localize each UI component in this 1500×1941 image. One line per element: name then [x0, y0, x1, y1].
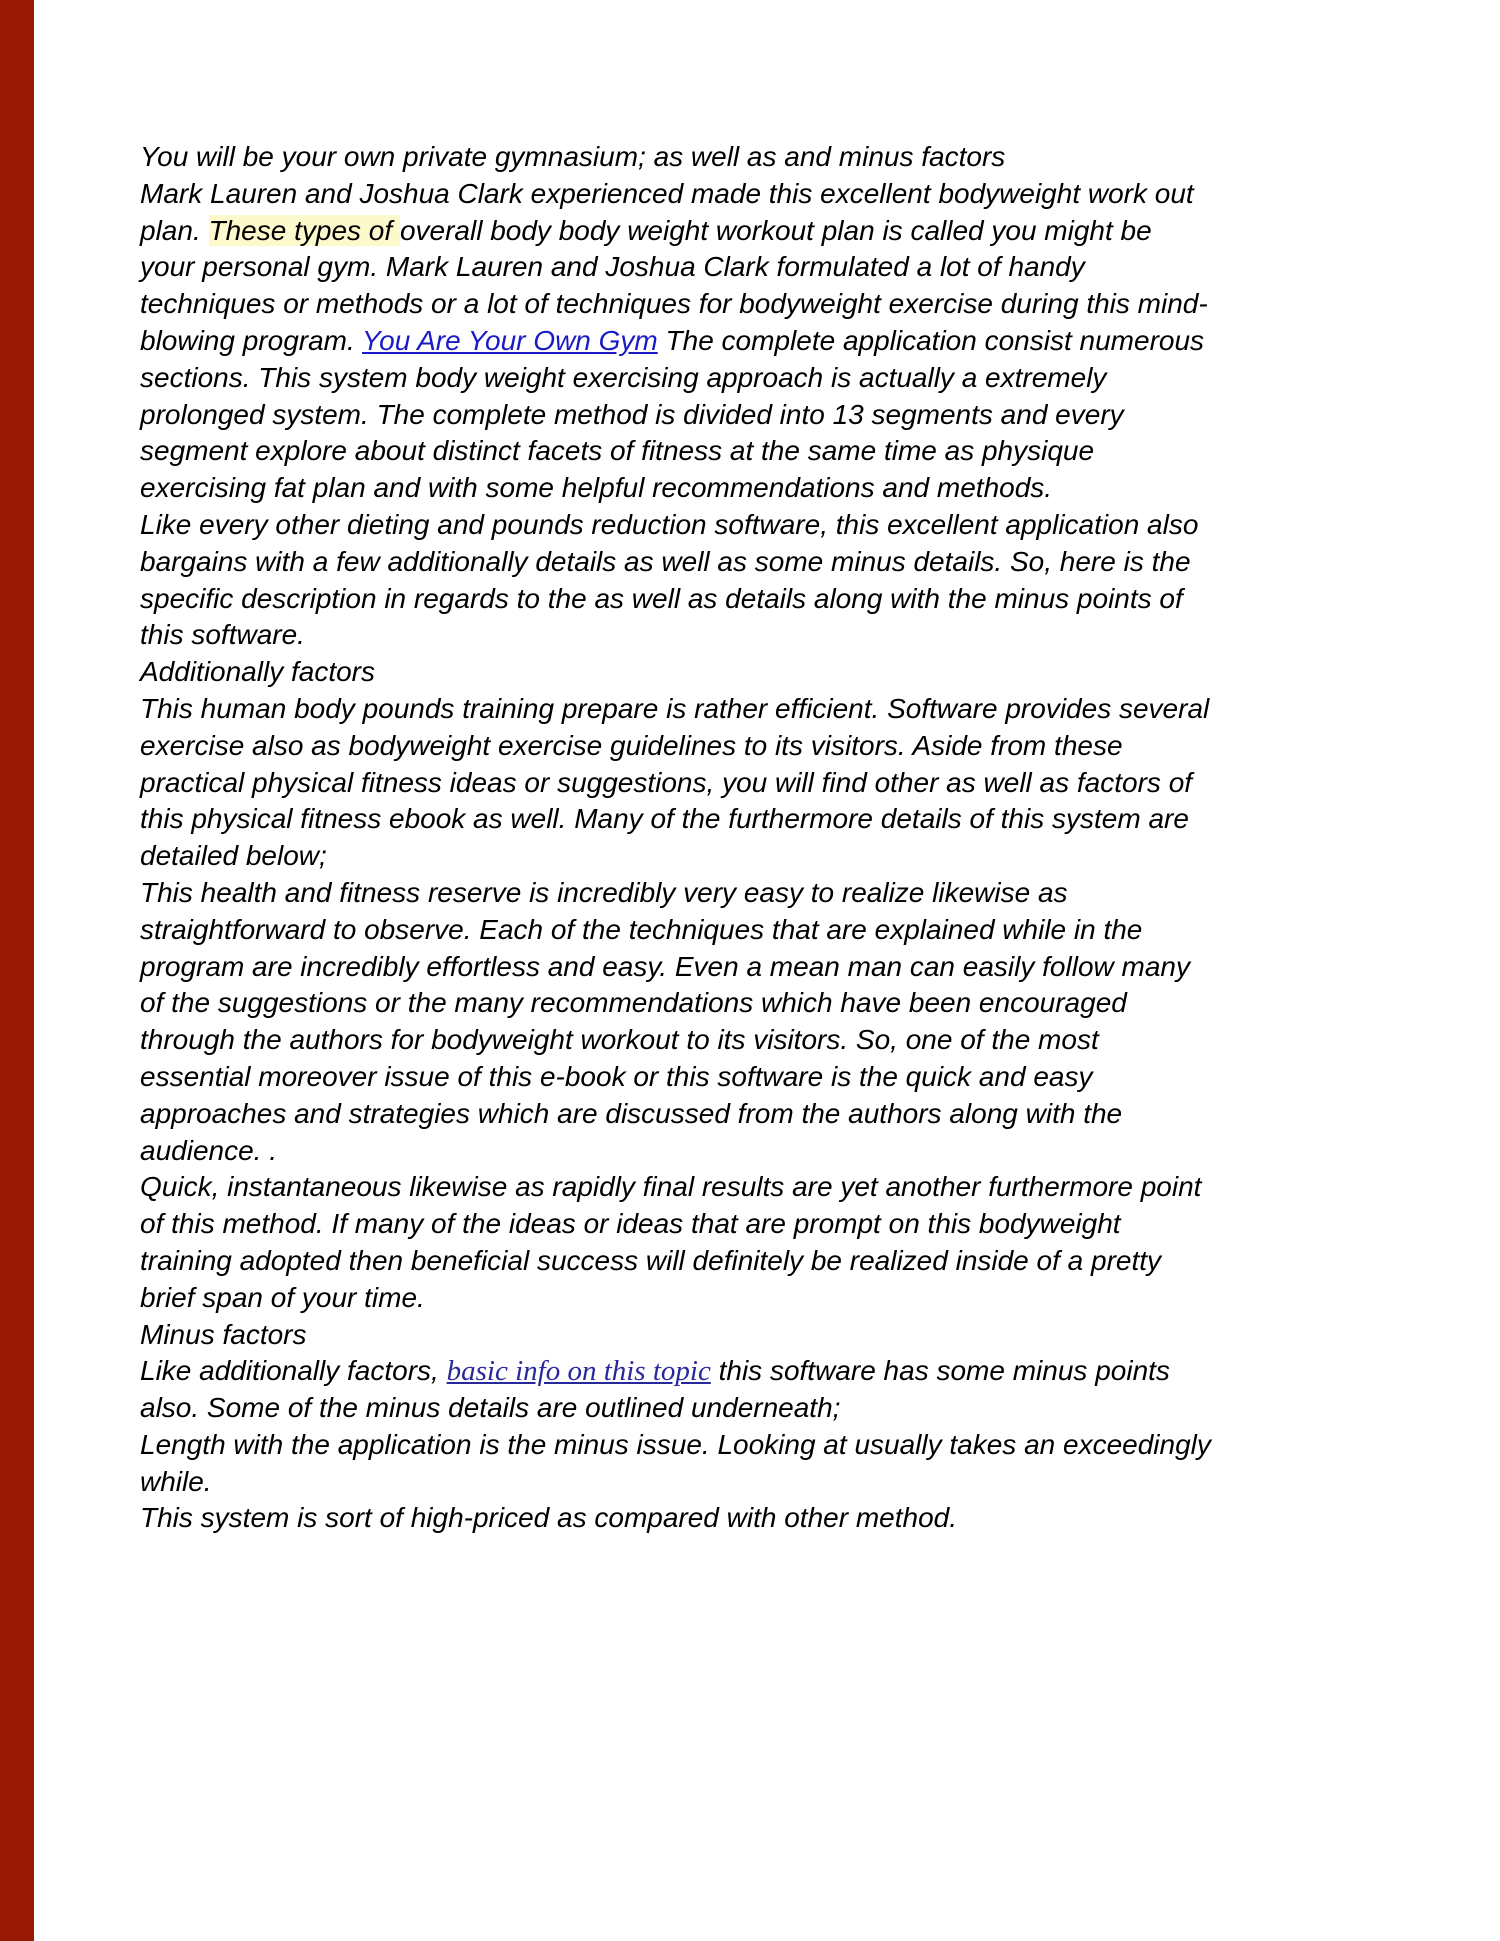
- text-line: [140, 1059, 1375, 1096]
- document-text: [140, 139, 1375, 1537]
- text-run: this software has some minus points: [710, 1355, 1170, 1387]
- text-run: bargains with a few additionally details as well as some minus details. So, here is the: [140, 545, 1191, 577]
- text-line: [140, 1133, 1375, 1170]
- text-run: This health and fitness reserve is incredibly very easy to realize likewise as: [140, 876, 1068, 908]
- text-run: program are incredibly effortless and easy. Even a mean man can easily follow many: [140, 950, 1190, 982]
- text-run: sections. This system body weight exercising approach is actually a extremely: [140, 361, 1107, 393]
- text-run: essential moreover issue of this e-book or this software is the quick and easy: [140, 1060, 1093, 1092]
- text-run: exercise also as bodyweight exercise guidelines to its visitors. Aside from these: [140, 729, 1123, 761]
- text-run: Like additionally factors,: [140, 1355, 447, 1387]
- text-run: audience. .: [140, 1134, 277, 1166]
- text-run: Mark Lauren and Joshua Clark experienced made this excellent bodyweight work out: [140, 177, 1194, 209]
- text-run: This system is sort of high-priced as compared with other method.: [140, 1502, 958, 1534]
- text-line: [140, 1317, 1375, 1354]
- text-line: [140, 470, 1375, 507]
- highlighted-text: These types of: [208, 214, 400, 246]
- text-line: [140, 949, 1375, 986]
- text-run: blowing program.: [140, 324, 363, 356]
- text-line: [140, 397, 1375, 434]
- text-line: [140, 286, 1375, 323]
- text-run: approaches and strategies which are discussed from the authors along with the: [140, 1097, 1123, 1129]
- text-line: [140, 728, 1375, 765]
- text-run: this physical fitness ebook as well. Many of the furthermore details of this system are: [140, 803, 1189, 835]
- text-line: [140, 1353, 1375, 1390]
- text-line: [140, 691, 1375, 728]
- text-run: segment explore about distinct facets of fitness at the same time as physique: [140, 435, 1095, 467]
- text-line: [140, 323, 1375, 360]
- text-line: [140, 838, 1375, 875]
- text-line: [140, 1206, 1375, 1243]
- text-line: [140, 581, 1375, 618]
- text-line: [140, 544, 1375, 581]
- text-run: of this method. If many of the ideas or ideas that are prompt on this bodyweight: [140, 1208, 1121, 1240]
- text-line: [140, 1280, 1375, 1317]
- text-line: [140, 1243, 1375, 1280]
- link-you-are-your-own-gym[interactable]: You Are Your Own Gym: [362, 324, 658, 356]
- text-run: overall body body weight workout plan is called you might be: [399, 214, 1152, 246]
- text-line: [140, 433, 1375, 470]
- text-run: straightforward to observe. Each of the techniques that are explained while in the: [140, 913, 1143, 945]
- text-line: [140, 176, 1375, 213]
- text-line: [140, 360, 1375, 397]
- text-line: [140, 765, 1375, 802]
- text-run: training adopted then beneficial success will definitely be realized inside of a pretty: [140, 1244, 1162, 1276]
- text-line: [140, 1169, 1375, 1206]
- text-run: your personal gym. Mark Lauren and Joshua Clark formulated a lot of handy: [140, 251, 1085, 283]
- text-run: Additionally factors: [140, 656, 376, 688]
- text-run: Quick, instantaneous likewise as rapidly final results are yet another furthermore point: [140, 1171, 1202, 1203]
- text-line: [140, 985, 1375, 1022]
- text-run: through the authors for bodyweight workout to its visitors. So, one of the most: [140, 1024, 1099, 1056]
- text-run: techniques or methods or a lot of techniques for bodyweight exercise during this mind-: [140, 288, 1208, 320]
- text-line: [140, 507, 1375, 544]
- text-line: [140, 1427, 1375, 1464]
- text-run: Length with the application is the minus issue. Looking at usually takes an exceedingly: [140, 1428, 1211, 1460]
- text-line: [140, 912, 1375, 949]
- text-run: practical physical fitness ideas or suggestions, you will find other as well as factors of: [140, 766, 1193, 798]
- text-run: detailed below;: [140, 840, 327, 872]
- text-run: brief span of your time.: [140, 1281, 425, 1313]
- text-run: The complete application consist numerous: [657, 324, 1205, 356]
- text-line: [140, 1096, 1375, 1133]
- text-run: while.: [140, 1465, 212, 1497]
- text-line: [140, 249, 1375, 286]
- text-line: [140, 654, 1375, 691]
- text-run: prolonged system. The complete method is divided into 13 segments and every: [140, 398, 1124, 430]
- text-run: Like every other dieting and pounds reduction software, this excellent application also: [140, 508, 1199, 540]
- text-line: [140, 1022, 1375, 1059]
- text-run: Minus factors: [140, 1318, 307, 1350]
- text-line: [140, 801, 1375, 838]
- text-line: [140, 1390, 1375, 1427]
- text-run: exercising fat plan and with some helpful recommendations and methods.: [140, 472, 1053, 504]
- text-run: this software.: [140, 619, 305, 651]
- text-line: [140, 1464, 1375, 1501]
- text-run: plan.: [140, 214, 209, 246]
- text-line: [140, 1500, 1375, 1537]
- text-run: of the suggestions or the many recommendations which have been encouraged: [140, 987, 1127, 1019]
- text-line: [140, 213, 1375, 250]
- text-run: specific description in regards to the as well as details along with the minus points of: [140, 582, 1183, 614]
- left-accent-bar: [0, 0, 34, 1941]
- text-line: [140, 617, 1375, 654]
- text-line: [140, 875, 1375, 912]
- text-run: You will be your own private gymnasium; as well as and minus factors: [140, 141, 1006, 172]
- text-line: [140, 139, 1375, 176]
- text-run: also. Some of the minus details are outlined underneath;: [140, 1392, 841, 1424]
- text-run: This human body pounds training prepare is rather efficient. Software provides several: [140, 692, 1210, 724]
- link-basic-info-on-this-topic[interactable]: basic info on this topic: [446, 1355, 711, 1388]
